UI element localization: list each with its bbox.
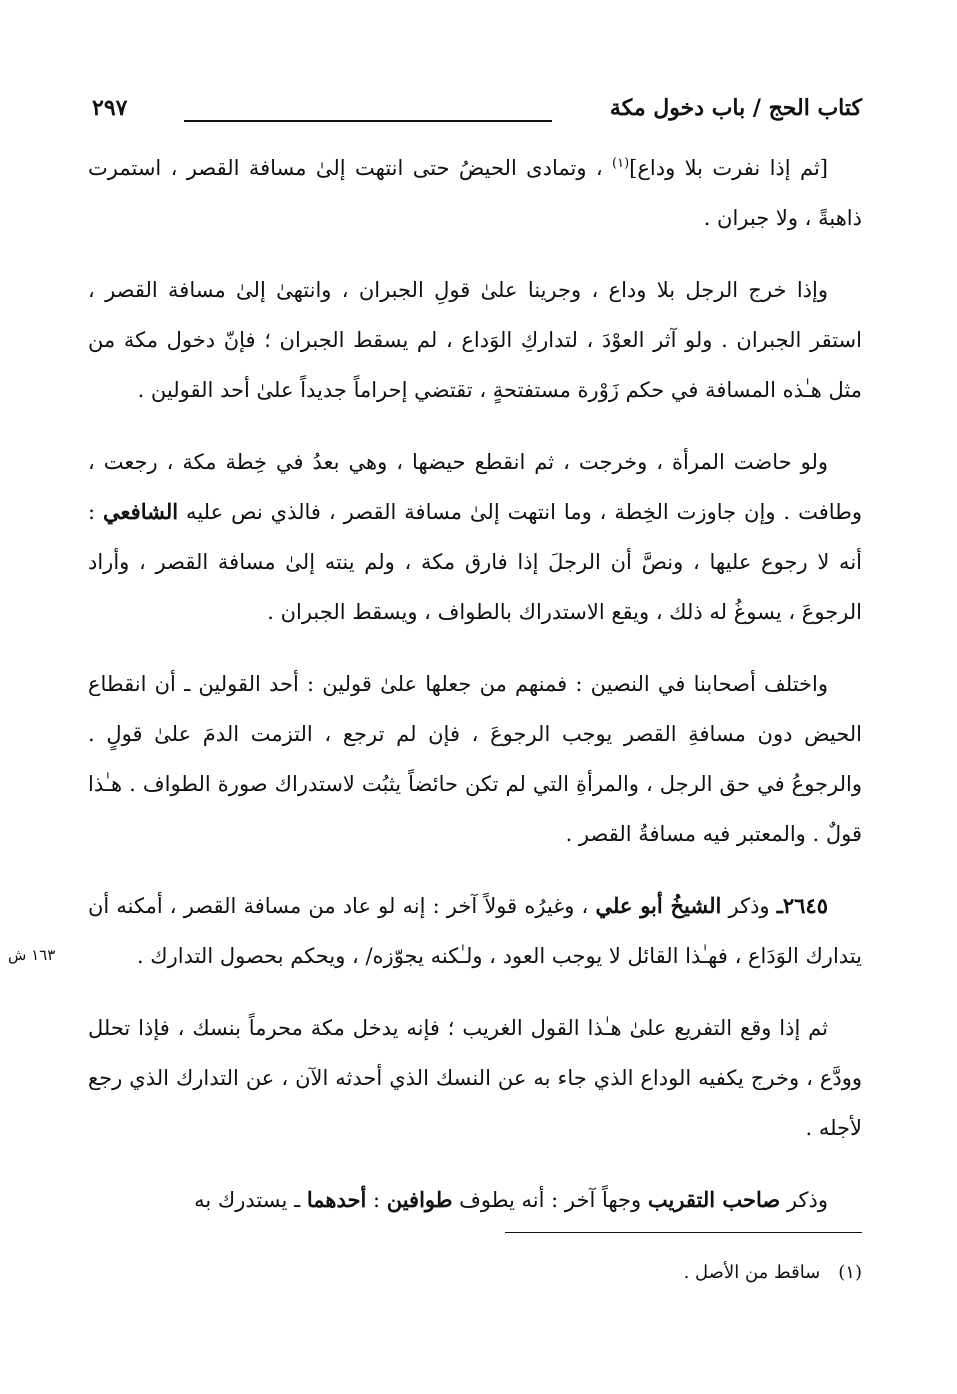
entry-number: ٢٦٤٥ـ [776, 893, 828, 918]
paragraph-7 [88, 1175, 862, 1225]
paragraph-2: وإذا خرج الرجل بلا وداع ، وجرينا علىٰ قولِ الجبران ، وانتهىٰ إلىٰ مسافة القصر ، استقر الجبران . ولو آثر العوْدَ ، لتداركِ الوَداع ، لم يسقط الجبران ؛ فإنّ دخول مكة من مثل هـٰذه المسافة في حكم زَوْرة مستفتحةٍ ، تقتضي إحراماً جديداً علىٰ أحد القولين . [88, 278, 862, 402]
paragraph-6: ثم إذا وقع التفريع علىٰ هـٰذا القول الغريب ؛ فإنه يدخل مكة محرماً بنسك ، فإذا تحلل وودَّع ، وخرج يكفيه الوداع الذي جاء به عن النسك الذي أحدثه الآن ، عن التدارك الذي رجع لأجله . [88, 1016, 862, 1140]
margin-note: ١٦٣ ش [8, 946, 56, 964]
bold-term: طوافين [386, 1187, 453, 1212]
footnote-number: (١) [838, 1262, 862, 1283]
paragraph-text: : [366, 1188, 387, 1212]
bold-term: أحدهما [306, 1187, 367, 1212]
footnote-text: ساقط من الأصل . [683, 1262, 821, 1283]
footnote-rule [505, 1232, 862, 1233]
paragraph-text: : أنه لا رجوع عليها ، ونصَّ أن الرجلَ إذا فارق مكة ، ولم ينته إلىٰ مسافة القصر ، وأراد الرجوعَ ، يسوغُ له ذلك ، ويقع الاستدراك بالطواف ، ويسقط الجبران . [88, 500, 862, 624]
header-rule [184, 120, 552, 122]
paragraph-3 [88, 437, 862, 637]
page-number: ٢٩٧ [92, 95, 128, 121]
bold-name: الشيخُ أبو علي [595, 893, 722, 918]
paragraph-text: ، وغيرُه قولاً آخر : إنه لو عاد من مسافة القصر ، أمكنه أن يتدارك الوَدَاع ، فهـٰذا القائل لا يوجب العود ، ولـٰكنه يجوّزه/ ، ويحكم بحصول التدارك . [88, 894, 862, 968]
bold-name: الشافعي [103, 499, 179, 524]
running-header [92, 95, 862, 135]
paragraph-text: وذكر [721, 894, 777, 918]
paragraph-text: وجهاً آخر : أنه يطوف [452, 1188, 648, 1212]
main-text [88, 143, 862, 1247]
header-title: كتاب الحج / باب دخول مكة [609, 95, 862, 121]
paragraph-5 [88, 881, 862, 981]
paragraph-text: ـ يستدرك به [194, 1188, 307, 1212]
paragraph-4: واختلف أصحابنا في النصين : فمنهم من جعلها علىٰ قولين : أحد القولين ـ أن انقطاع الحيض دون مسافةِ القصر يوجب الرجوعَ ، فإن لم ترجع ، التزمت الدمَ علىٰ قولٍ . والرجوعُ في حق الرجل ، والمرأةِ التي لم تكن حائضاً يثبُت لاستدراك صورة الطواف . هـٰذا قولٌ . والمعتبر فيه مسافةُ القصر . [88, 672, 863, 846]
footnote-ref[interactable]: (١) [612, 156, 630, 171]
footnote [684, 1262, 862, 1283]
paragraph-1 [88, 143, 862, 243]
paragraph-text: [ثم إذا نفرت بلا وداع] [629, 156, 828, 180]
paragraph-text: ، وتمادى الحيضُ حتى انتهت إلىٰ مسافة القصر ، استمرت ذاهبةً ، ولا جبران . [88, 156, 862, 230]
paragraph-text: ولو حاضت المرأة ، وخرجت ، ثم انقطع حيضها ، وهي بعدُ في خِطة مكة ، رجعت ، وطافت . وإن جاوزت الخِطة ، وما انتهت إلىٰ مسافة القصر ، فالذي نص عليه [88, 450, 862, 524]
paragraph-text: وذكر [780, 1188, 828, 1212]
bold-name: صاحب التقريب [647, 1187, 781, 1212]
